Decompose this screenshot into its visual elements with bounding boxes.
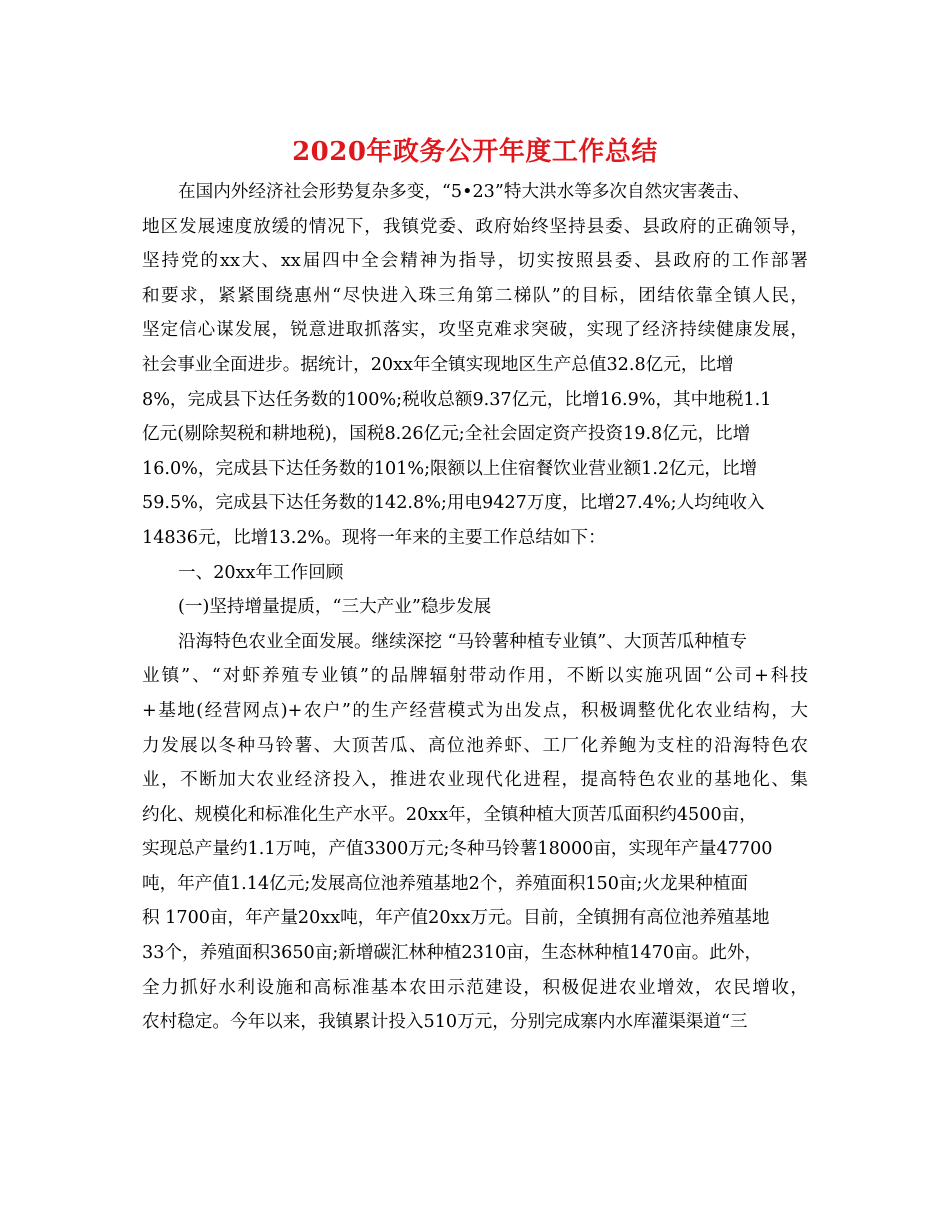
paragraph-line: 社会事业全面进步。据统计，20xx年全镇实现地区生产总值32.8亿元，比增 [142, 354, 734, 375]
paragraph-line: 农村稳定。今年以来，我镇累计投入510万元，分别完成寨内水库灌渠渠道“三 [142, 1012, 748, 1033]
paragraph-line: +基地(经营网点)+农户”的生产经营模式为出发点，积极调整优化农业结构，大 [142, 700, 808, 721]
paragraph-line: 约化、规模化和标准化生产水平。20xx年，全镇种植大顶苦瓜面积约4500亩， [142, 804, 757, 825]
section-heading: 一、20xx年工作回顾 [178, 562, 344, 583]
paragraph-line: 33个，养殖面积3650亩;新增碳汇林种植2310亩，生态林种植1470亩。此外， [142, 943, 763, 964]
paragraph-line: 力发展以冬种马铃薯、大顶苦瓜、高位池养虾、工厂化养鲍为支柱的沿海特色农 [142, 735, 808, 756]
document-body [142, 175, 808, 1040]
paragraph-line: 坚持党的xx大、xx届四中全会精神为指导，切实按照县委、县政府的工作部署 [142, 251, 808, 272]
paragraph-line: 59.5%，完成县下达任务数的142.8%;用电9427万度，比增27.4%;人均纯收入 [142, 493, 765, 514]
paragraph-line: 吨，年产值1.14亿元;发展高位池养殖基地2个，养殖面积150亩;火龙果种植面 [142, 873, 749, 894]
subsection-heading: (一)坚持增量提质，“三大产业”稳步发展 [178, 597, 492, 618]
paragraph-line: 全力抓好水利设施和高标准基本农田示范建设，积极促进农业增效，农民增收， [142, 977, 808, 998]
paragraph-line: 在国内外经济社会形势复杂多变，“5•23”特大洪水等多次自然灾害袭击、 [178, 182, 751, 202]
paragraph-line: 业镇”、“对虾养殖专业镇”的品牌辐射带动作用，不断以实施巩固“公司+科技 [142, 666, 808, 687]
paragraph-line: 坚定信心谋发展，锐意进取抓落实，攻坚克难求突破，实现了经济持续健康发展， [142, 320, 808, 341]
paragraph-line: 8%，完成县下达任务数的100%;税收总额9.37亿元，比增16.9%，其中地税1.1 [142, 389, 772, 410]
paragraph-line: 业，不断加大农业经济投入，推进农业现代化进程，提高特色农业的基地化、集 [142, 770, 808, 791]
paragraph-line: 沿海特色农业全面发展。继续深挖 “马铃薯种植专业镇”、大顶苦瓜种植专 [178, 631, 747, 652]
document-title: 2020年政务公开年度工作总结 [292, 137, 658, 167]
paragraph-line: 和要求，紧紧围绕惠州“尽快进入珠三角第二梯队”的目标，团结依靠全镇人民， [142, 285, 808, 306]
paragraph-line: 积 1700亩，年产量20xx吨，年产值20xx万元。目前，全镇拥有高位池养殖基地 [142, 908, 770, 929]
paragraph-line: 实现总产量约1.1万吨，产值3300万元;冬种马铃薯18000亩，实现年产量47700 [142, 839, 773, 860]
paragraph-line: 亿元(剔除契税和耕地税)，国税8.26亿元;全社会固定资产投资19.8亿元，比增 [142, 424, 751, 445]
paragraph-line: 16.0%，完成县下达任务数的101%;限额以上住宿餐饮业营业额1.2亿元，比增 [142, 458, 758, 479]
paragraph-line: 14836元，比增13.2%。现将一年来的主要工作总结如下： [142, 527, 606, 548]
paragraph-line: 地区发展速度放缓的情况下，我镇党委、政府始终坚持县委、县政府的正确领导， [142, 216, 808, 237]
